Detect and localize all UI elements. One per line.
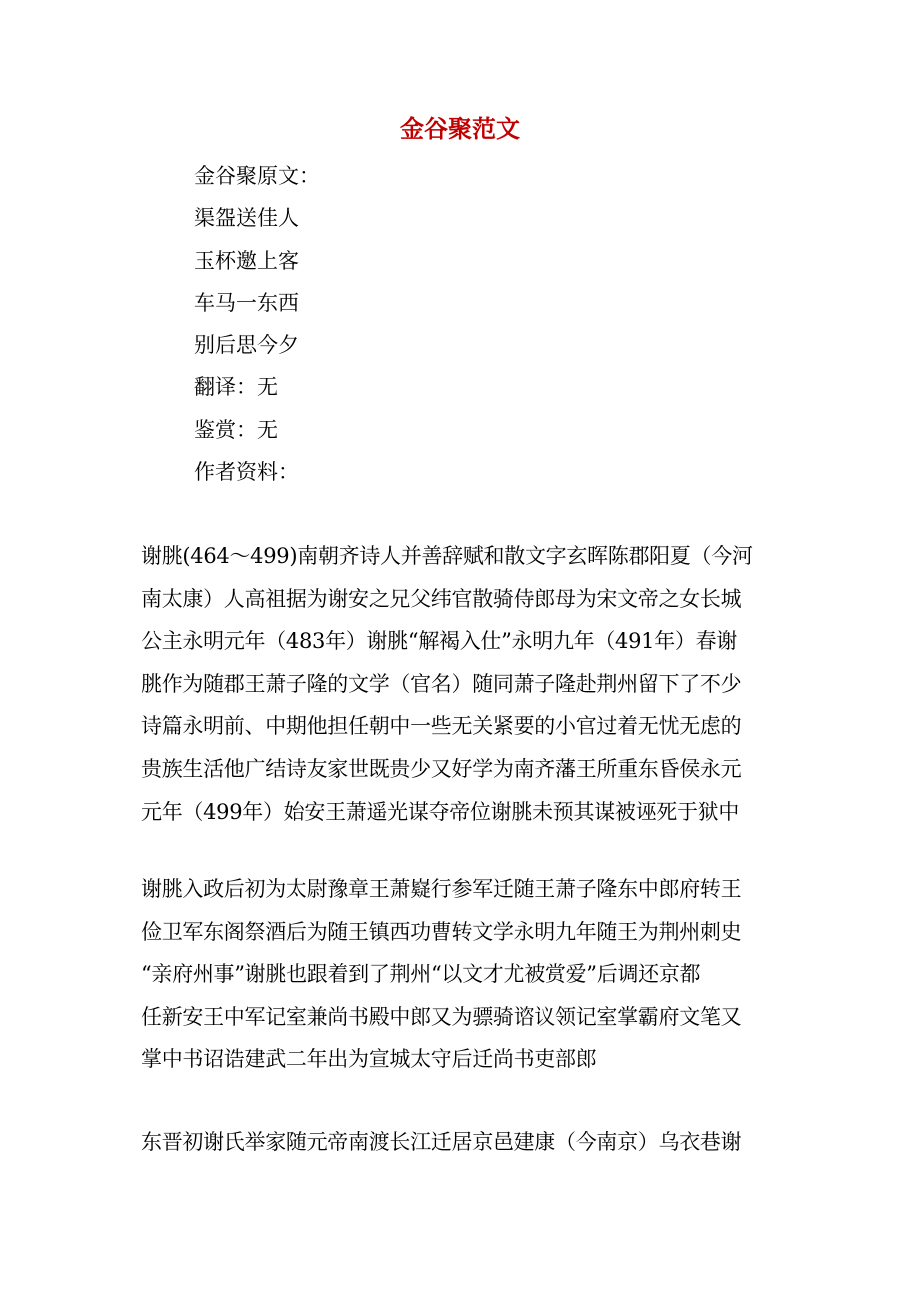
paragraph-line: 公主永明元年（483年）谢朓“解褐入仕”永明九年（491年）春谢 bbox=[141, 629, 738, 654]
paragraph-line: 朓作为随郡王萧子隆的文学（官名）随同萧子隆赴荆州留下了不少 bbox=[141, 671, 742, 696]
paragraph-line: “亲府州事”谢朓也跟着到了荆州“以文才尤被赏爱”后调还京都 bbox=[141, 962, 701, 987]
verse-line: 车马一东西 bbox=[194, 290, 299, 315]
paragraph-line: 任新安王中军记室兼尚书殿中郎又为骠骑谘议领记室掌霸府文笔又 bbox=[141, 1004, 742, 1029]
paragraph-line: 诗篇永明前、中期他担任朝中一些无关紧要的小官过着无忧无虑的 bbox=[141, 714, 742, 739]
document-title: 金谷聚范文 bbox=[400, 114, 520, 143]
verse-line: 金谷聚原文： bbox=[194, 164, 320, 188]
paragraph-line: 南太康）人高祖据为谢安之兄父纬官散骑侍郎母为宋文帝之女长城 bbox=[141, 586, 742, 611]
verse-line: 作者资料： bbox=[194, 460, 299, 485]
paragraph-line: 掌中书诏诰建武二年出为宣城太守后迁尚书吏部郎 bbox=[141, 1047, 597, 1072]
verse-line: 鉴赏：无 bbox=[194, 417, 278, 442]
verse-block bbox=[194, 155, 320, 493]
verse-line: 玉杯邀上客 bbox=[194, 248, 299, 273]
biography-paragraph-1 bbox=[141, 535, 781, 833]
verse-line: 别后思今夕 bbox=[194, 333, 299, 358]
biography-paragraph-3 bbox=[141, 1121, 781, 1164]
paragraph-line: 谢朓入政后初为太尉豫章王萧嶷行参军迁随王萧子隆东中郎府转王 bbox=[141, 877, 742, 901]
paragraph-line: 谢朓(464～499)南朝齐诗人并善辞赋和散文字玄晖陈郡阳夏（今河 bbox=[141, 544, 753, 568]
paragraph-line: 东晋初谢氏举家随元帝南渡长江迁居京邑建康（今南京）乌衣巷谢 bbox=[141, 1130, 742, 1154]
paragraph-line: 元年（499年）始安王萧遥光谋夺帝位谢朓未预其谋被诬死于狱中 bbox=[141, 799, 740, 824]
verse-line: 渠盌送佳人 bbox=[194, 206, 299, 231]
biography-paragraph-2 bbox=[141, 868, 781, 1081]
paragraph-line: 贵族生活他广结诗友家世既贵少又好学为南齐藩王所重东昏侯永元 bbox=[141, 756, 742, 781]
verse-line: 翻译：无 bbox=[194, 375, 278, 400]
paragraph-line: 俭卫军东阁祭酒后为随王镇西功曹转文学永明九年随王为荆州刺史 bbox=[141, 919, 742, 944]
